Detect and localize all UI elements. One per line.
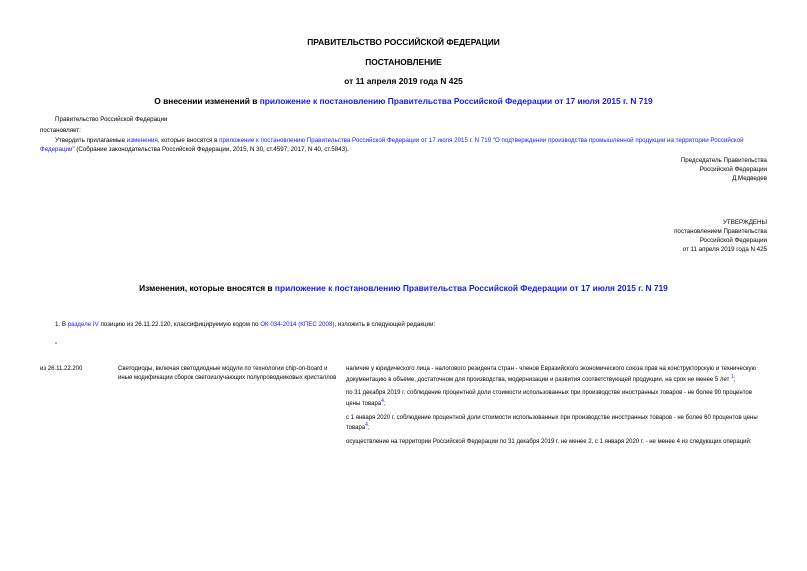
approval-line-4: от 11 апреля 2019 года N 425 <box>682 245 767 253</box>
signature-block <box>467 157 767 184</box>
approval-line-2: постановлением Правительства <box>674 227 767 235</box>
approval-block <box>467 219 767 255</box>
title-prefix: О внесении изменений в <box>154 96 260 106</box>
requirement-4: осуществление на территории Российской Федерации по 31 декабря 2019 г. не менее 2, с 1 января 2020 г. - не менее 4 из следующих операций: <box>346 439 752 446</box>
item-1-end: , изложить в следующей редакции: <box>334 321 436 328</box>
requirement-1 <box>346 365 766 384</box>
amendment-table <box>40 365 766 452</box>
intro-text-end: (Собрание законодательства Российской Федерации, 2015, N 30, ст.4597; 2017, N 40, ст.5843). <box>74 145 349 153</box>
requirement-2-end: ; <box>383 401 386 408</box>
intro-paragraph <box>40 137 770 155</box>
signature-name: Д.Медведев <box>732 174 767 182</box>
opening-quote: " <box>55 343 58 349</box>
requirement-1-end: ; <box>733 376 736 383</box>
section-iv-link[interactable]: разделе IV <box>67 321 99 328</box>
changes-link[interactable]: изменения <box>126 137 158 144</box>
requirement-2-text: по 31 декабря 2019 г. соблюдение процентной доли стоимости использованных при производстве иностранных товаров - не более 90 процентов цены товара <box>346 390 752 408</box>
requirement-3 <box>346 414 766 433</box>
document-date: от 11 апреля 2019 года N 425 <box>344 76 463 86</box>
approval-line-3: Российской Федерации <box>699 236 767 244</box>
intro-text-start: Утвердить прилагаемые <box>55 137 127 144</box>
item-1 <box>55 321 435 330</box>
code-cell: из 26.11.22.200 <box>40 366 83 372</box>
approval-line-1: УТВЕРЖДЕНЫ <box>723 219 767 226</box>
footnote-4-link[interactable]: 4 <box>365 422 368 429</box>
resolution-719-link[interactable]: приложение к постановлению Правительства Российской Федерации от 17 июля 2015 г. N 719 "О подтверждении производства промышленной продукции на территории Российской Федерации" <box>40 137 744 153</box>
product-cell: Светодиоды, включая светодиодные модули по технологии chip-on-board и иные модификации сборок светоизлучающих полупроводниковых кристаллов <box>118 366 337 381</box>
requirements-cell <box>346 365 766 452</box>
signature-line-2: Российской Федерации <box>699 165 767 173</box>
changes-title-link[interactable]: приложение к постановлению Правительства Российской Федерации от 17 июля 2015 г. N 719 <box>274 283 668 293</box>
table-row <box>40 365 766 452</box>
title-link[interactable]: приложение к постановлению Правительства Российской Федерации от 17 июля 2015 г. N 719 <box>259 96 653 106</box>
government-heading: ПРАВИТЕЛЬСТВО РОССИЙСКОЙ ФЕДЕРАЦИИ <box>307 37 500 47</box>
changes-title-prefix: Изменения, которые вносятся в <box>139 283 275 293</box>
requirement-1-text: наличие у юридического лица - налогового резидента стран - членов Евразийского экономического союза прав на конструкторскую и техническую документацию в объеме, достаточном для производства, модернизации и развития соответствующей продукции, на срок не менее 5 лет <box>346 366 757 383</box>
requirement-3-end: ; <box>367 425 370 432</box>
item-1-start: 1. В <box>55 321 68 328</box>
footnote-1-link[interactable]: 1 <box>731 373 734 380</box>
intro-text-mid: , которые вносятся в <box>157 137 220 144</box>
footnote-4-link[interactable]: 4 <box>381 398 384 405</box>
signature-line-1: Председатель Правительства <box>680 157 767 164</box>
intro-line-2: постановляет: <box>40 127 81 134</box>
requirement-2 <box>346 389 766 408</box>
document-type: ПОСТАНОВЛЕНИЕ <box>365 57 442 67</box>
document-title <box>0 95 807 107</box>
intro-line-1: Правительство Российской Федерации <box>55 116 168 123</box>
changes-title <box>0 282 807 294</box>
requirement-3-text: с 1 января 2020 г. соблюдение процентной доли стоимости использованных при производстве иностранных товаров - не более 60 процентов цены товара <box>346 414 758 432</box>
ok-034-2014-link[interactable]: ОК 034-2014 (КПЕС 2008) <box>260 321 335 328</box>
item-1-mid: позицию из 26.11.22.120, классифицируемую кодом по <box>98 321 261 328</box>
